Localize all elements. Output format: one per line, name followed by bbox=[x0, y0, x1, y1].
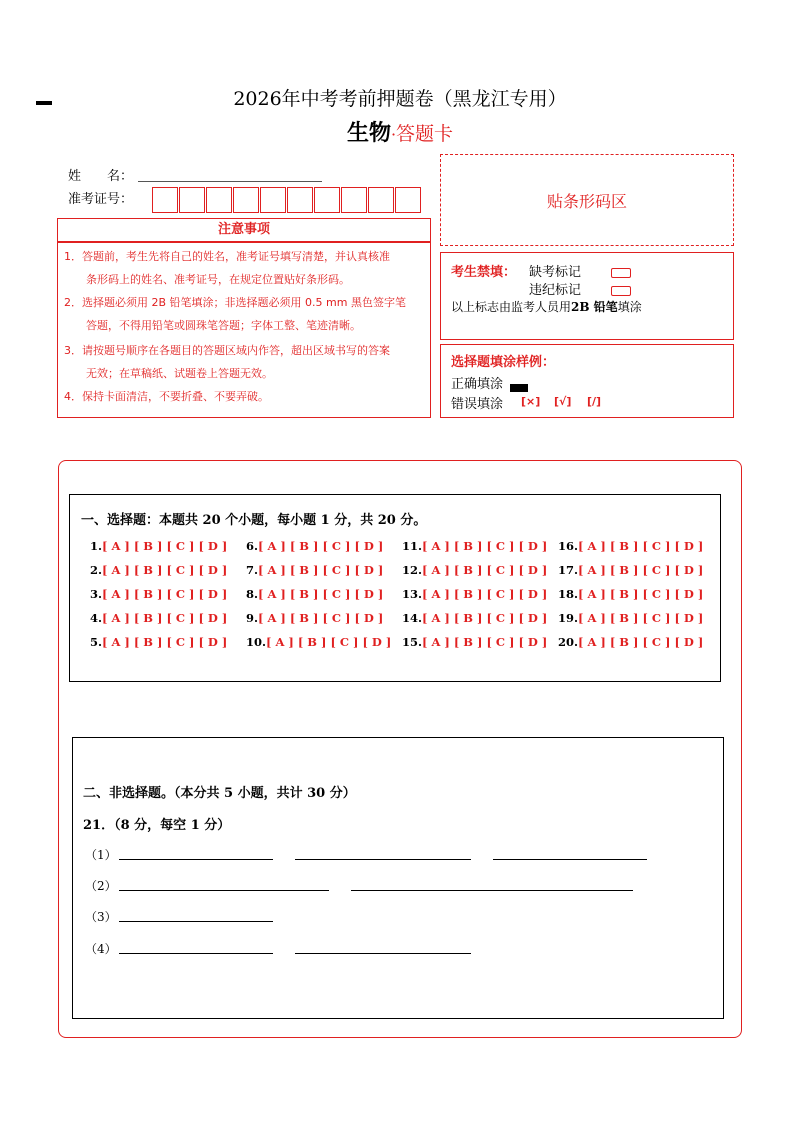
violation-mark-label: 违纪标记 bbox=[529, 283, 582, 298]
subject-name: 生物 bbox=[346, 120, 391, 146]
exam-id-boxes[interactable] bbox=[152, 187, 422, 213]
question-19[interactable]: 19.[ A ] [ B ] [ C ] [ D ] bbox=[558, 611, 704, 625]
multiple-choice-section bbox=[69, 494, 721, 682]
id-digit-box[interactable] bbox=[341, 187, 367, 213]
answer-blank-4-1[interactable] bbox=[119, 953, 273, 954]
fill-sample-box bbox=[440, 344, 734, 418]
barcode-label: 贴条形码区 bbox=[546, 191, 627, 211]
notice-item: 2．选择题必须用 2B 铅笔填涂；非选择题必须用 0.5 mm 黑色签字笔 bbox=[64, 296, 406, 309]
id-digit-box[interactable] bbox=[179, 187, 205, 213]
question-7[interactable]: 7.[ A ] [ B ] [ C ] [ D ] bbox=[246, 563, 384, 577]
part-3-label: （3） bbox=[85, 910, 117, 924]
wrong-fill-x: [×] bbox=[521, 395, 541, 408]
question-21-title: 21．（8 分，每空 1 分） bbox=[83, 818, 231, 833]
proctor-marks-box bbox=[440, 252, 734, 340]
answer-blank-1-2[interactable] bbox=[295, 859, 471, 860]
correct-fill-example bbox=[510, 377, 528, 396]
question-12[interactable]: 12.[ A ] [ B ] [ C ] [ D ] bbox=[402, 563, 548, 577]
answer-blank-2-1[interactable] bbox=[119, 890, 329, 891]
id-digit-box[interactable] bbox=[395, 187, 421, 213]
id-digit-box[interactable] bbox=[152, 187, 178, 213]
section1-title: 一、选择题：本题共 20 个小题，每小题 1 分，共 20 分。 bbox=[81, 513, 427, 528]
answer-blank-3-1[interactable] bbox=[119, 921, 273, 922]
question-14[interactable]: 14.[ A ] [ B ] [ C ] [ D ] bbox=[402, 611, 548, 625]
notice-title: 注意事项 bbox=[57, 218, 431, 242]
notice-item: 无效；在草稿纸、试题卷上答题无效。 bbox=[64, 367, 273, 380]
notice-item: 3．请按题号顺序在各题目的答题区域内作答，超出区域书写的答案 bbox=[64, 344, 390, 357]
exam-title: 2026年中考考前押题卷（黑龙江专用） bbox=[233, 88, 567, 110]
name-field[interactable] bbox=[138, 181, 322, 182]
part-1-label: （1） bbox=[85, 848, 117, 862]
question-4[interactable]: 4.[ A ] [ B ] [ C ] [ D ] bbox=[90, 611, 228, 625]
answer-sheet-heading bbox=[0, 116, 800, 147]
notice-item: 1．答题前，考生先将自己的姓名，准考证号填写清楚，并认真核准 bbox=[64, 250, 390, 263]
proctor-note-pre: 以上标志由监考人员用 bbox=[451, 300, 572, 314]
question-3[interactable]: 3.[ A ] [ B ] [ C ] [ D ] bbox=[90, 587, 228, 601]
question-2[interactable]: 2.[ A ] [ B ] [ C ] [ D ] bbox=[90, 563, 228, 577]
answer-sheet-label: 答题卡 bbox=[396, 123, 454, 145]
id-digit-box[interactable] bbox=[287, 187, 313, 213]
wrong-fill-slash: [/] bbox=[587, 395, 602, 408]
section2-title: 二、非选择题。（本分共 5 小题，共计 30 分） bbox=[83, 786, 356, 801]
notice-item: 答题，不得用铅笔或圆珠笔答题；字体工整、笔迹清晰。 bbox=[64, 319, 361, 332]
question-5[interactable]: 5.[ A ] [ B ] [ C ] [ D ] bbox=[90, 635, 228, 649]
id-digit-box[interactable] bbox=[368, 187, 394, 213]
correct-fill-label: 正确填涂 bbox=[451, 377, 504, 392]
question-8[interactable]: 8.[ A ] [ B ] [ C ] [ D ] bbox=[246, 587, 384, 601]
notice-box bbox=[57, 242, 431, 418]
name-label: 姓 名： bbox=[68, 169, 134, 184]
notice-item: 条形码上的姓名、准考证号，在规定位置贴好条形码。 bbox=[64, 273, 350, 286]
question-20[interactable]: 20.[ A ] [ B ] [ C ] [ D ] bbox=[558, 635, 704, 649]
question-18[interactable]: 18.[ A ] [ B ] [ C ] [ D ] bbox=[558, 587, 704, 601]
question-11[interactable]: 11.[ A ] [ B ] [ C ] [ D ] bbox=[402, 539, 548, 553]
proctor-note-pencil: 2B 铅笔 bbox=[571, 300, 618, 314]
question-17[interactable]: 17.[ A ] [ B ] [ C ] [ D ] bbox=[558, 563, 704, 577]
barcode-area bbox=[440, 154, 734, 246]
id-label: 准考证号： bbox=[68, 192, 134, 207]
written-answer-section bbox=[72, 737, 724, 1019]
part-2-label: （2） bbox=[85, 879, 117, 893]
question-6[interactable]: 6.[ A ] [ B ] [ C ] [ D ] bbox=[246, 539, 384, 553]
question-13[interactable]: 13.[ A ] [ B ] [ C ] [ D ] bbox=[402, 587, 548, 601]
question-9[interactable]: 9.[ A ] [ B ] [ C ] [ D ] bbox=[246, 611, 384, 625]
fill-sample-title: 选择题填涂样例： bbox=[451, 355, 556, 370]
question-1[interactable]: 1.[ A ] [ B ] [ C ] [ D ] bbox=[90, 539, 228, 553]
absent-mark-box[interactable] bbox=[611, 263, 631, 282]
question-10[interactable]: 10.[ A ] [ B ] [ C ] [ D ] bbox=[246, 635, 392, 649]
notice-item: 4．保持卡面清洁，不要折叠、不要弄破。 bbox=[64, 390, 269, 403]
wrong-fill-label: 错误填涂 bbox=[451, 397, 504, 412]
answer-blank-1-3[interactable] bbox=[493, 859, 647, 860]
answer-blank-4-2[interactable] bbox=[295, 953, 471, 954]
question-16[interactable]: 16.[ A ] [ B ] [ C ] [ D ] bbox=[558, 539, 704, 553]
answer-blank-1-1[interactable] bbox=[119, 859, 273, 860]
proctor-only-label: 考生禁填： bbox=[451, 265, 517, 280]
answer-blank-2-2[interactable] bbox=[351, 890, 633, 891]
heading-dot: · bbox=[390, 125, 397, 144]
proctor-note bbox=[451, 298, 642, 315]
absent-mark-label: 缺考标记 bbox=[529, 265, 582, 280]
part-4-label: （4） bbox=[85, 942, 117, 956]
id-digit-box[interactable] bbox=[314, 187, 340, 213]
wrong-fill-check: [√] bbox=[554, 395, 572, 408]
id-digit-box[interactable] bbox=[206, 187, 232, 213]
question-15[interactable]: 15.[ A ] [ B ] [ C ] [ D ] bbox=[402, 635, 548, 649]
id-digit-box[interactable] bbox=[260, 187, 286, 213]
id-digit-box[interactable] bbox=[233, 187, 259, 213]
proctor-note-post: 填涂 bbox=[617, 300, 642, 314]
